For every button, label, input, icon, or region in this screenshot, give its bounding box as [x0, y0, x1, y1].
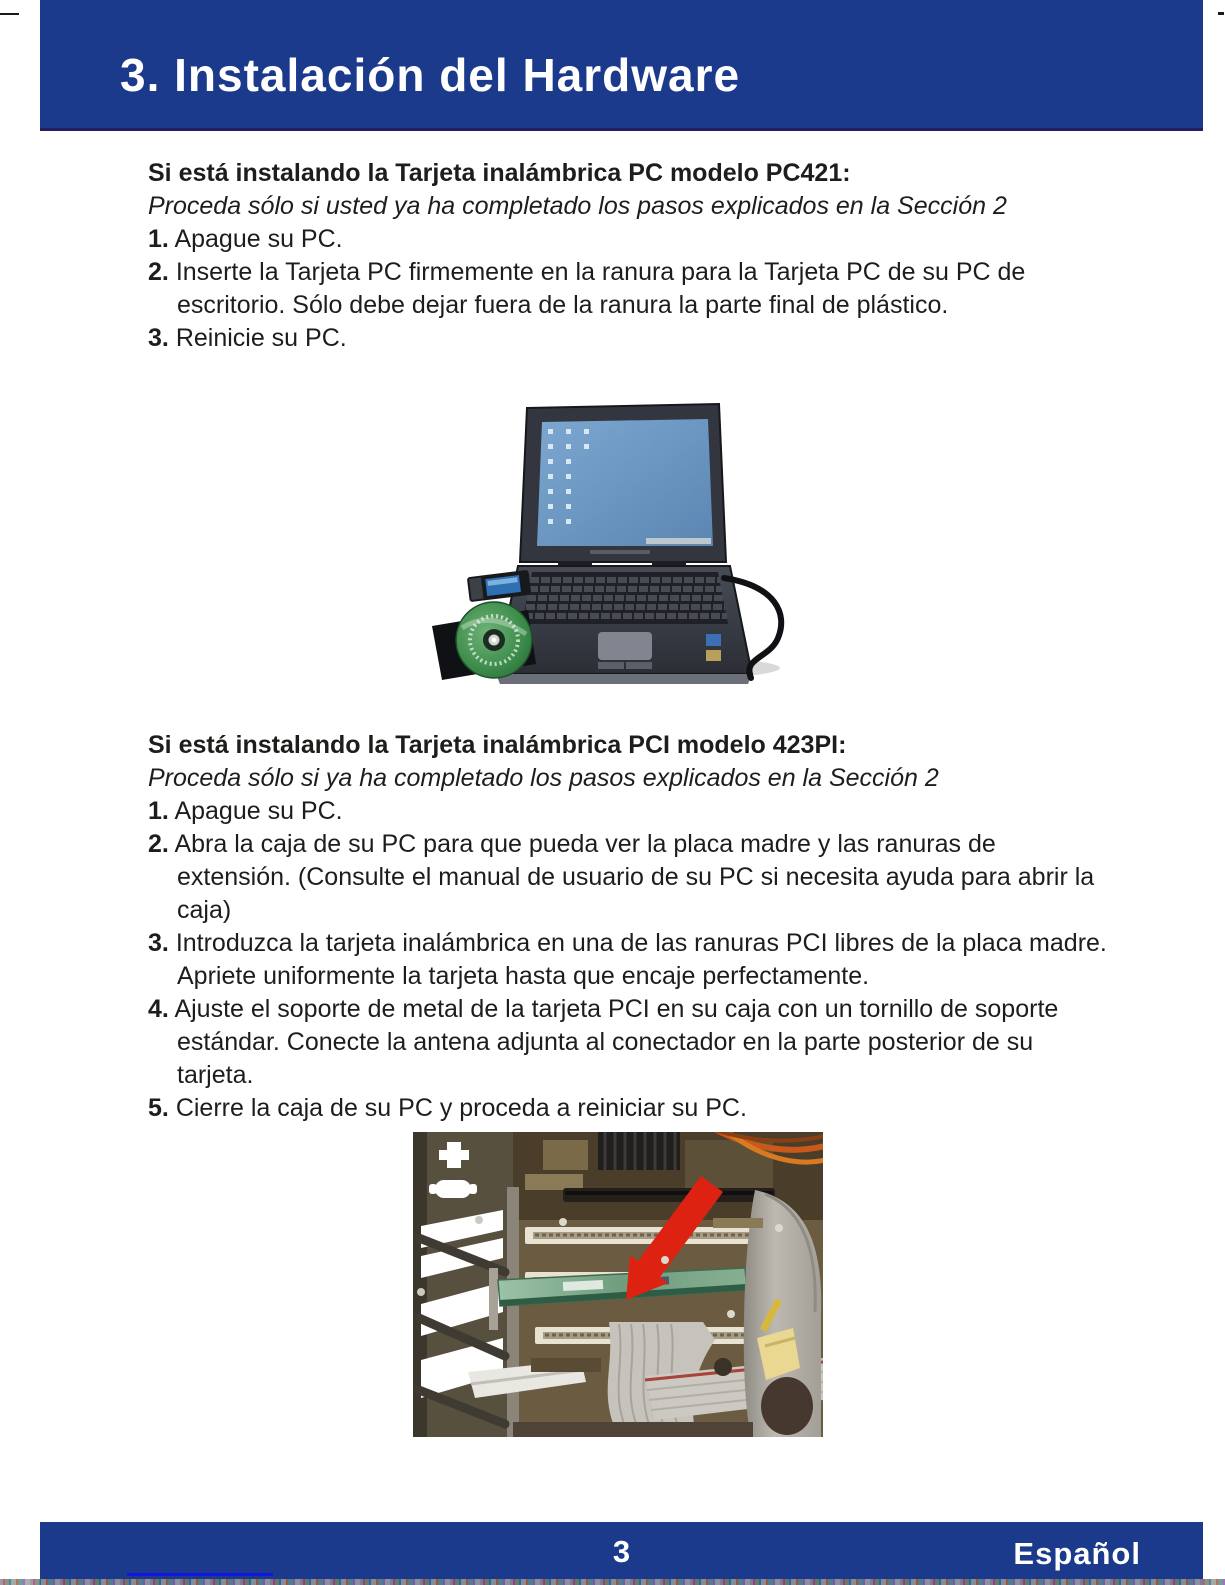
step-item [148, 322, 1110, 355]
step-text: Reinicie su PC. [175, 324, 347, 352]
step-item [148, 993, 1110, 1092]
step-item [148, 828, 1110, 927]
step-item [148, 927, 1110, 993]
step-number: 2. [148, 830, 169, 858]
step-number: 1. [148, 797, 169, 825]
scan-noise-strip [0, 1579, 1225, 1585]
footer-link-line [127, 1573, 273, 1576]
pc-case-photo [413, 1132, 823, 1437]
laptop-photo [430, 392, 790, 687]
step-item [148, 795, 1110, 828]
step-number: 3. [148, 929, 169, 957]
step-text: Cierre la caja de su PC y proceda a reiniciar su PC. [175, 1094, 747, 1122]
step-text: Ajuste el soporte de metal de la tarjeta PCI en su caja con un tornillo de soporte estándar. Conecte la antena adjunta al conectador en la parte posterior de su tarjeta. [174, 995, 1059, 1089]
section-heading: Si está instalando la Tarjeta inalámbrica PCI modelo 423PI: [148, 731, 847, 759]
page-number: 3 [612, 1534, 631, 1569]
language-label: Español [1013, 1536, 1141, 1571]
page-title: 3. Instalación del Hardware [120, 49, 741, 101]
section-note: Proceda sólo si ya ha completado los pasos explicados en la Sección 2 [148, 764, 939, 792]
step-text: Introduzca la tarjeta inalámbrica en una de las ranuras PCI libres de la placa madre. Apriete uniformente la tarjeta hasta que encaje perfectamente. [175, 929, 1107, 990]
step-number: 4. [148, 995, 169, 1023]
crop-mark-top-right [1218, 12, 1224, 15]
header-banner [40, 0, 1203, 131]
step-item [148, 1092, 1110, 1125]
footer-banner [40, 1522, 1203, 1585]
step-item [148, 256, 1110, 322]
section-pc421 [148, 157, 1110, 355]
step-text: Apague su PC. [174, 797, 343, 825]
step-number: 1. [148, 225, 169, 253]
step-item [148, 223, 1110, 256]
step-text: Inserte la Tarjeta PC firmemente en la ranura para la Tarjeta PC de su PC de escritorio. Sólo debe dejar fuera de la ranura la parte final de plástico. [175, 258, 1026, 319]
step-number: 3. [148, 324, 169, 352]
step-number: 2. [148, 258, 169, 286]
section-note: Proceda sólo si usted ya ha completado los pasos explicados en la Sección 2 [148, 192, 1007, 220]
crop-mark-top-left [0, 13, 19, 15]
step-text: Apague su PC. [174, 225, 343, 253]
step-text: Abra la caja de su PC para que pueda ver la placa madre y las ranuras de extensión. (Consulte el manual de usuario de su PC si necesita ayuda para abrir la caja) [174, 830, 1095, 924]
section-heading: Si está instalando la Tarjeta inalámbrica PC modelo PC421: [148, 159, 851, 187]
step-number: 5. [148, 1094, 169, 1122]
section-423pi [148, 729, 1110, 1125]
